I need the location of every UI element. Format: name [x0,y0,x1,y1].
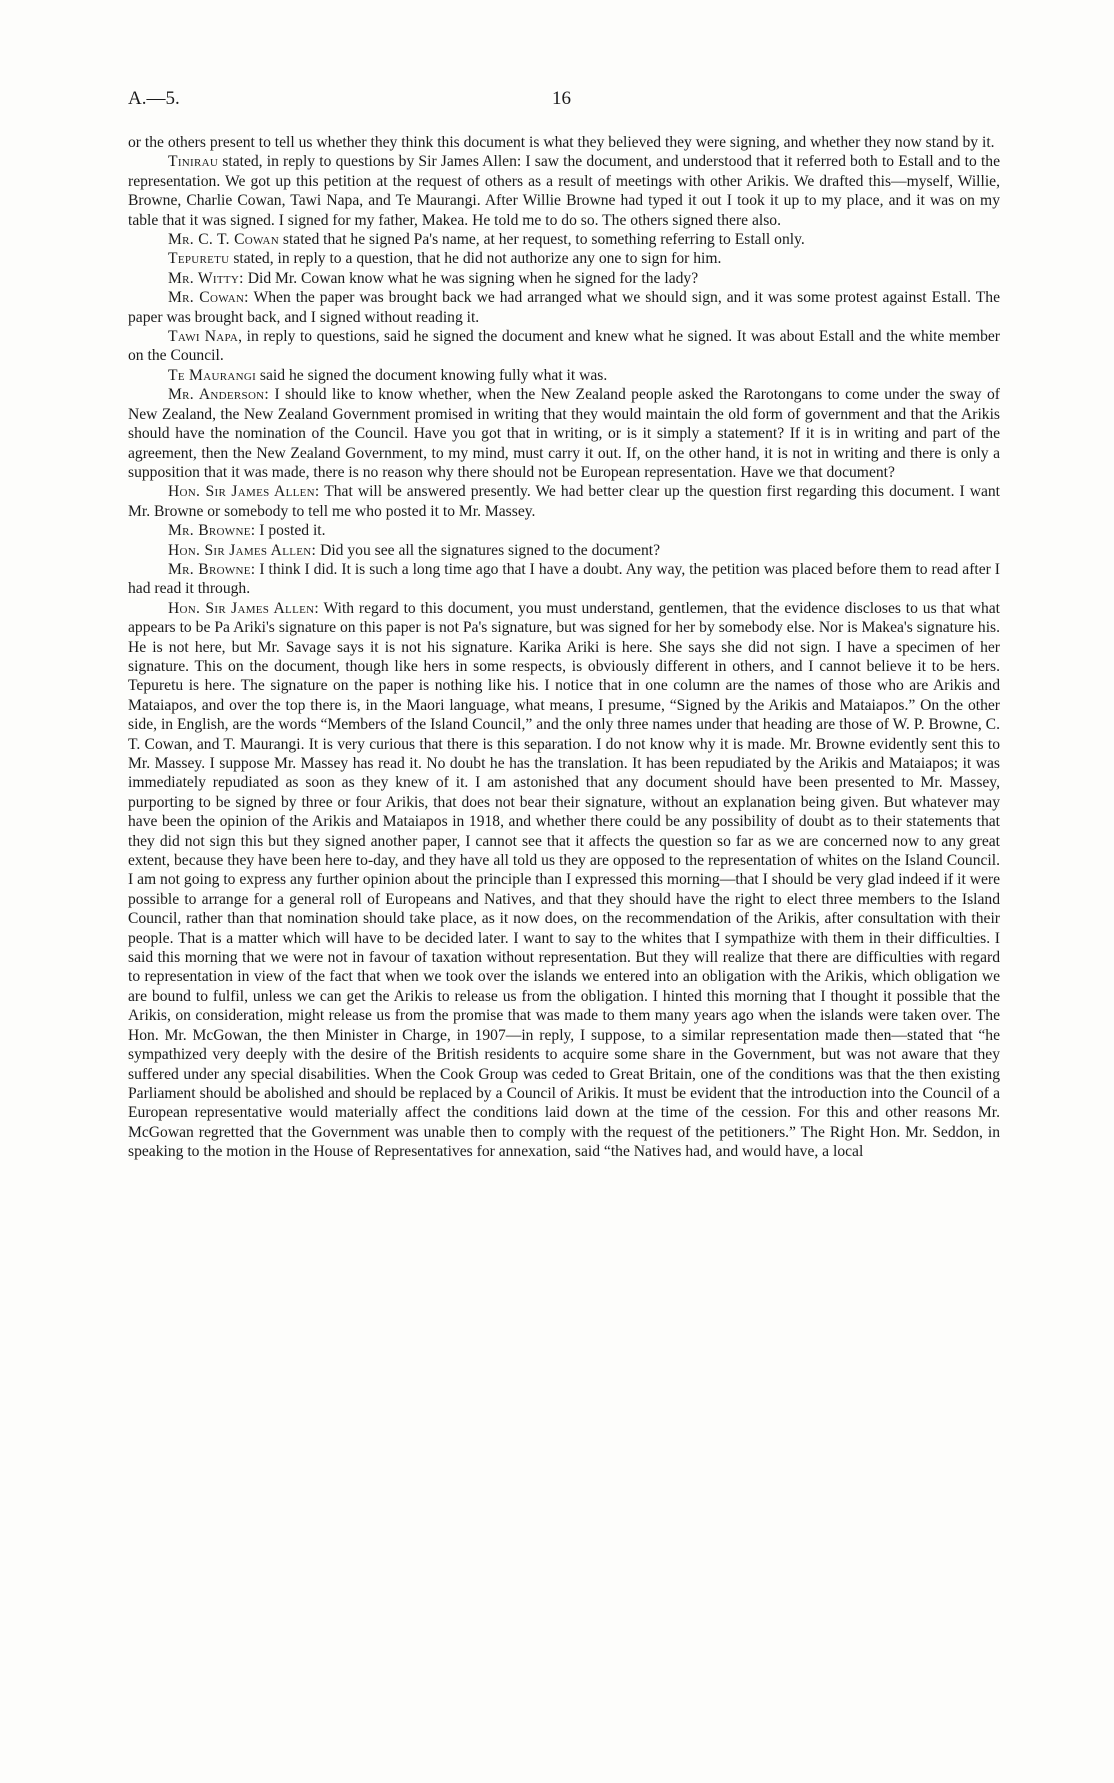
speaker-name: Hon. Sir James Allen: [168,599,319,617]
speaker-name: Mr. Witty: [168,269,244,287]
speaker-name: Mr. C. T. Cowan [168,231,279,249]
paragraph [128,230,1000,249]
paragraph [128,288,1000,327]
speaker-name: Tepuretu [168,250,230,268]
paragraph [128,133,1000,152]
paragraph [128,560,1000,599]
paragraph [128,521,1000,540]
speaker-name: Te Maurangi [168,366,257,384]
speaker-name: Tinirau [168,153,219,171]
speaker-name: Mr. Browne: [168,522,256,540]
speaker-name: Mr. Cowan: [168,289,249,307]
speaker-name: Hon. Sir James Allen: [168,541,317,559]
paragraph-text: I should like to know whether, when the New Zealand people asked the Rarotongans to come under the sway of New Zealand, the New Zealand Government promised in writing that they would maintain the old form of government and that the Arikis should have the nomination of the Council. Have you got that in writing, or is it simply a statement? If it is in writing and part of the agreement, then the New Zealand Government, to my mind, must carry it out. If, on the other hand, it is not in writing and there is only a supposition that it was made, there is no reason why there should not be European representation. Have we that document? [128,386,1000,481]
paragraph-text: With regard to this document, you must understand, gentlemen, that the evidence discloses to us that what appears to be Pa Ariki's signature on this paper is not Pa's signature, but was signed for her by somebody else. Nor is Makea's signature his. He is not here, but Mr. Savage says it is not his signature. Karika Ariki is here. She says she did not sign. I have a specimen of her signature. This on the document, though like hers in some respects, is obviously different in others, and I cannot believe it to be hers. Tepuretu is here. The signature on the paper is nothing like his. I notice that in one column are the names of those who are Arikis and Mataiapos, and over the top there is, in the Maori language, what means, I presume, “Signed by the Arikis and Mataiapos.” On the other side, in English, are the words “Members of the Island Council,” and the only three names under that heading are those of W. P. Browne, C. T. Cowan, and T. Maurangi. It is very curious that there is this separation. I do not know why it is made. Mr. Browne evidently sent this to Mr. Massey. I suppose Mr. Massey has read it. No doubt he has the translation. It has been repudiated by the Arikis and Mataiapos; it was immediately repudiated as soon as they knew of it. I am astonished that any document should have been presented to Mr. Massey, purporting to be signed by three or four Arikis, that does not bear their signature, without an explanation being given. But whatever may have been the opinion of the Arikis and Mataiapos in 1918, and whether there could be any possibility of doubt as to their statements that they did not sign this but they signed another paper, I cannot see that it affects the question so far as we are concerned now to any great extent, because they have been here to-day, and they have all told us they are opposed to the representation of whites on the Island Council. I am not going to express any further opinion about the principle than I expressed this morning—that I should be very glad indeed if it were possible to arrange for a general roll of Europeans and Natives, and that they should have the right to elect three members to the Island Council, rather than that nomination should take place, as it now does, on the recommendation of the Arikis, after consultation with their people. That is a matter which will have to be decided later. I want to say to the whites that I sympathize with them in their difficulties. I said this morning that we were not in favour of taxation without representation. But they will realize that there are difficulties with regard to representation in view of the fact that when we took over the islands we entered into an obligation with the Arikis, which obligation we are bound to fulfil, unless we can get the Arikis to release us from the obligation. I hinted this morning that I thought it possible that the Arikis, on consideration, might release us from the promise that was made to them many years ago when the islands were taken over. The Hon. Mr. McGowan, the then Minister in Charge, in 1907—in reply, I suppose, to a similar representation made then—stated that “he sympathized very deeply with the desire of the British residents to acquire some share in the Government, but was not aware that they suffered under any special disabilities. When the Cook Group was ceded to Great Britain, one of the conditions was that the then existing Parliament should be abolished and should be replaced by a Council of Arikis. It must be evident that the introduction into the Council of a European representative would materially affect the conditions laid down at the time of the cession. For this and other reasons Mr. McGowan regretted that the Government was unable then to comply with the request of the petitioners.” The Right Hon. Mr. Seddon, in speaking to the motion in the House of Representatives for annexation, said “the Natives had, and would have, a local [128,599,1000,1161]
paragraph [128,385,1000,482]
paragraph [128,541,1000,560]
page-header [128,88,998,112]
paragraph-text: stated, in reply to a question, that he did not authorize any one to sign for him. [229,250,722,268]
paragraph-text: stated, in reply to questions by Sir James Allen: I saw the document, and understood that it referred both to Estall and to the representation. We got up this petition at the request of others as a result of meetings with other Arikis. We drafted this—myself, Willie, Browne, Charlie Cowan, Tawi Napa, and Te Maurangi. After Willie Browne had typed it out I took it up to my place, and it was on my table that it was signed. I signed for my father, Makea. He told me to do so. The others signed there also. [128,153,1000,229]
paragraph-text: Did Mr. Cowan know what he was signing when he signed for the lady? [243,269,699,287]
page-number: 16 [552,88,571,109]
paragraph-text: , in reply to questions, said he signed the document and knew what he signed. It was about Estall and the white member on the Council. [128,328,1000,365]
paragraph-text: I posted it. [255,522,326,540]
paragraph [128,482,1000,521]
paragraph-text: or the others present to tell us whether they think this document is what they believed they were signing, and whether they now stand by it. [128,134,995,151]
speaker-name: Tawi Napa [168,328,239,346]
document-reference: A.—5. [128,88,180,109]
paragraph [128,327,1000,366]
speaker-name: Hon. Sir James Allen: [168,483,320,501]
paragraph [128,599,1000,1162]
paragraph [128,249,1000,268]
paragraph-text: stated that he signed Pa's name, at her request, to something referring to Estall only. [278,231,805,249]
paragraph [128,366,1000,385]
paragraph [128,269,1000,288]
document-body [128,133,1000,1162]
paragraph-text: Did you see all the signatures signed to the document? [316,541,661,559]
paragraph [128,152,1000,230]
speaker-name: Mr. Browne: [168,560,256,578]
paragraph-text: said he signed the document knowing fully what it was. [256,366,608,384]
speaker-name: Mr. Anderson: [168,386,270,404]
paragraph-text: I think I did. It is such a long time ago that I have a doubt. Any way, the petition was placed before them to read after I had read it through. [128,560,1000,598]
paragraph-text: That will be answered presently. We had better clear up the question first regarding this document. I want Mr. Browne or somebody to tell me who posted it to Mr. Massey. [128,483,1000,520]
paragraph-text: When the paper was brought back we had arranged what we should sign, and it was some protest against Estall. The paper was brought back, and I signed without reading it. [128,289,1000,326]
